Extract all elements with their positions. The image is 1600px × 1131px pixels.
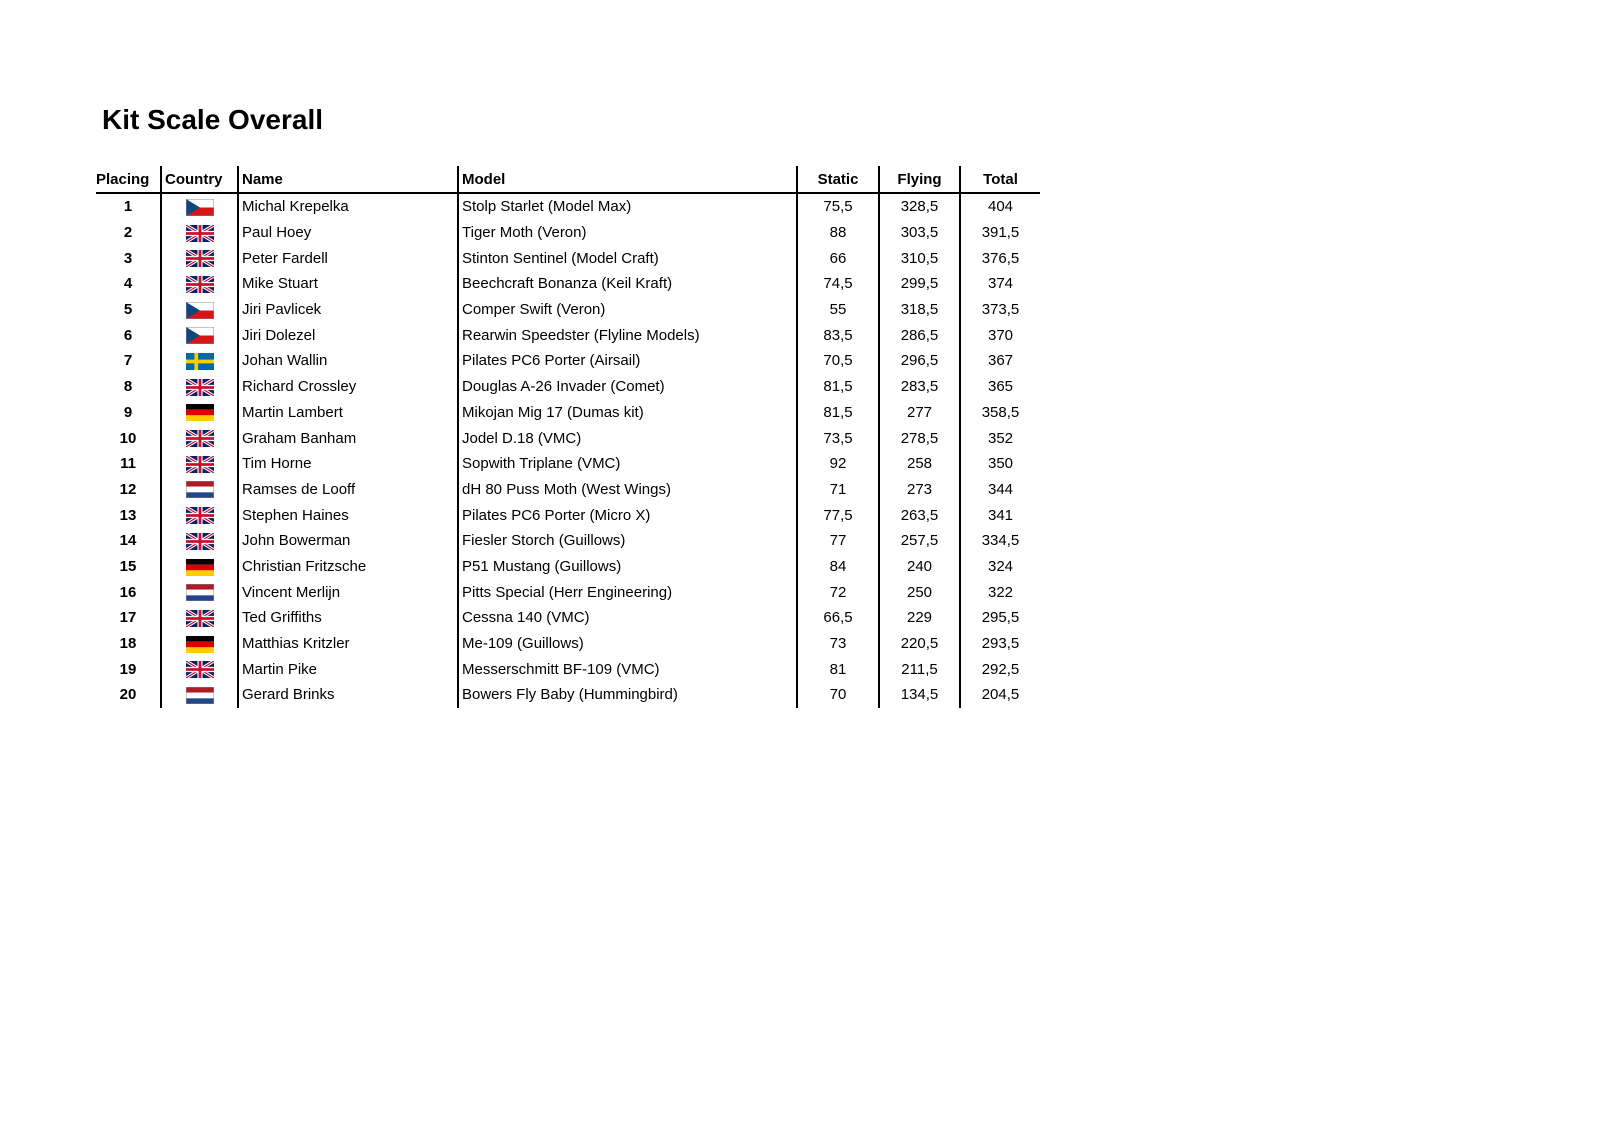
country-cell (161, 451, 238, 477)
name-cell: Johan Wallin (238, 348, 458, 374)
name-cell: John Bowerman (238, 528, 458, 554)
flying-cell: 273 (879, 477, 960, 503)
flying-cell: 240 (879, 554, 960, 580)
total-cell: 352 (960, 425, 1040, 451)
name-cell: Martin Lambert (238, 400, 458, 426)
flying-cell: 310,5 (879, 245, 960, 271)
page-title: Kit Scale Overall (102, 104, 324, 135)
total-cell: 341 (960, 502, 1040, 528)
de-flag-icon (186, 559, 214, 576)
placing-cell: 6 (123, 326, 133, 344)
name-cell: Christian Fritzsche (238, 554, 458, 580)
header-name: Name (238, 166, 458, 193)
uk-flag-icon (186, 250, 214, 267)
static-cell: 72 (797, 579, 879, 605)
table-row (96, 554, 1040, 580)
nl-flag-icon (186, 584, 214, 601)
country-cell (161, 245, 238, 271)
country-cell (161, 400, 238, 426)
country-cell (161, 348, 238, 374)
placing-cell: 18 (119, 635, 137, 653)
total-cell: 404 (960, 193, 1040, 220)
cz-flag-icon (186, 327, 214, 344)
name-cell: Graham Banham (238, 425, 458, 451)
model-cell: Rearwin Speedster (Flyline Models) (458, 322, 797, 348)
model-cell: Jodel D.18 (VMC) (458, 425, 797, 451)
uk-flag-icon (186, 430, 214, 447)
uk-flag-icon (186, 533, 214, 550)
model-cell: Pitts Special (Herr Engineering) (458, 579, 797, 605)
country-cell (161, 579, 238, 605)
placing-cell: 10 (119, 429, 137, 447)
header-country: Country (161, 166, 238, 193)
placing-cell: 7 (123, 352, 133, 370)
static-cell: 92 (797, 451, 879, 477)
country-cell (161, 682, 238, 708)
name-cell: Matthias Kritzler (238, 631, 458, 657)
table-row (96, 631, 1040, 657)
static-cell: 71 (797, 477, 879, 503)
static-cell: 73 (797, 631, 879, 657)
placing-cell: 20 (119, 686, 137, 704)
nl-flag-icon (186, 687, 214, 704)
name-cell: Jiri Dolezel (238, 322, 458, 348)
flying-cell: 211,5 (879, 656, 960, 682)
static-cell: 81,5 (797, 374, 879, 400)
total-cell: 374 (960, 271, 1040, 297)
model-cell: Cessna 140 (VMC) (458, 605, 797, 631)
table-row (96, 656, 1040, 682)
model-cell: Douglas A-26 Invader (Comet) (458, 374, 797, 400)
model-cell: Messerschmitt BF-109 (VMC) (458, 656, 797, 682)
country-cell (161, 631, 238, 657)
flying-cell: 257,5 (879, 528, 960, 554)
placing-cell: 12 (119, 480, 137, 498)
static-cell: 77 (797, 528, 879, 554)
name-cell: Gerard Brinks (238, 682, 458, 708)
static-cell: 84 (797, 554, 879, 580)
name-cell: Paul Hoey (238, 220, 458, 246)
header-static: Static (797, 166, 879, 193)
flying-cell: 286,5 (879, 322, 960, 348)
flying-cell: 303,5 (879, 220, 960, 246)
model-cell: Stolp Starlet (Model Max) (458, 193, 797, 220)
static-cell: 66 (797, 245, 879, 271)
table-row (96, 605, 1040, 631)
total-cell: 324 (960, 554, 1040, 580)
country-cell (161, 322, 238, 348)
static-cell: 83,5 (797, 322, 879, 348)
flying-cell: 263,5 (879, 502, 960, 528)
name-cell: Mike Stuart (238, 271, 458, 297)
total-cell: 295,5 (960, 605, 1040, 631)
uk-flag-icon (186, 456, 214, 473)
table-row (96, 297, 1040, 323)
name-cell: Jiri Pavlicek (238, 297, 458, 323)
flying-cell: 296,5 (879, 348, 960, 374)
placing-cell: 1 (123, 198, 133, 216)
model-cell: Beechcraft Bonanza (Keil Kraft) (458, 271, 797, 297)
total-cell: 373,5 (960, 297, 1040, 323)
table-row (96, 322, 1040, 348)
name-cell: Vincent Merlijn (238, 579, 458, 605)
table-row (96, 348, 1040, 374)
table-row (96, 579, 1040, 605)
placing-cell: 15 (119, 557, 137, 575)
country-cell (161, 528, 238, 554)
de-flag-icon (186, 404, 214, 421)
model-cell: Sopwith Triplane (VMC) (458, 451, 797, 477)
placing-cell: 2 (123, 224, 133, 242)
table-row (96, 477, 1040, 503)
total-cell: 367 (960, 348, 1040, 374)
total-cell: 350 (960, 451, 1040, 477)
name-cell: Michal Krepelka (238, 193, 458, 220)
table-row (96, 245, 1040, 271)
cz-flag-icon (186, 199, 214, 216)
se-flag-icon (186, 353, 214, 370)
total-cell: 292,5 (960, 656, 1040, 682)
table-row (96, 682, 1040, 708)
placing-cell: 8 (123, 378, 133, 396)
placing-cell: 3 (123, 249, 133, 267)
results-table (96, 166, 1040, 708)
total-cell: 370 (960, 322, 1040, 348)
static-cell: 70 (797, 682, 879, 708)
flying-cell: 328,5 (879, 193, 960, 220)
uk-flag-icon (186, 379, 214, 396)
model-cell: Fiesler Storch (Guillows) (458, 528, 797, 554)
flying-cell: 258 (879, 451, 960, 477)
flying-cell: 229 (879, 605, 960, 631)
country-cell (161, 477, 238, 503)
name-cell: Ramses de Looff (238, 477, 458, 503)
placing-cell: 9 (123, 403, 133, 421)
table-row (96, 220, 1040, 246)
header-flying: Flying (879, 166, 960, 193)
static-cell: 55 (797, 297, 879, 323)
cz-flag-icon (186, 302, 214, 319)
static-cell: 88 (797, 220, 879, 246)
placing-cell: 17 (119, 609, 137, 627)
placing-cell: 19 (119, 660, 137, 678)
model-cell: Bowers Fly Baby (Hummingbird) (458, 682, 797, 708)
total-cell: 322 (960, 579, 1040, 605)
table-row (96, 451, 1040, 477)
flying-cell: 318,5 (879, 297, 960, 323)
table-row (96, 271, 1040, 297)
results-body (96, 193, 1040, 708)
static-cell: 73,5 (797, 425, 879, 451)
country-cell (161, 605, 238, 631)
static-cell: 70,5 (797, 348, 879, 374)
model-cell: Stinton Sentinel (Model Craft) (458, 245, 797, 271)
name-cell: Richard Crossley (238, 374, 458, 400)
flying-cell: 278,5 (879, 425, 960, 451)
total-cell: 334,5 (960, 528, 1040, 554)
table-row (96, 374, 1040, 400)
header-placing: Placing (96, 166, 161, 193)
flying-cell: 250 (879, 579, 960, 605)
model-cell: Me-109 (Guillows) (458, 631, 797, 657)
placing-cell: 13 (119, 506, 137, 524)
total-cell: 391,5 (960, 220, 1040, 246)
model-cell: P51 Mustang (Guillows) (458, 554, 797, 580)
name-cell: Ted Griffiths (238, 605, 458, 631)
uk-flag-icon (186, 610, 214, 627)
country-cell (161, 374, 238, 400)
country-cell (161, 220, 238, 246)
placing-cell: 11 (120, 455, 136, 473)
model-cell: Mikojan Mig 17 (Dumas kit) (458, 400, 797, 426)
table-row (96, 502, 1040, 528)
total-cell: 344 (960, 477, 1040, 503)
flying-cell: 134,5 (879, 682, 960, 708)
model-cell: Comper Swift (Veron) (458, 297, 797, 323)
static-cell: 81,5 (797, 400, 879, 426)
uk-flag-icon (186, 661, 214, 678)
static-cell: 74,5 (797, 271, 879, 297)
static-cell: 77,5 (797, 502, 879, 528)
table-row (96, 400, 1040, 426)
uk-flag-icon (186, 276, 214, 293)
nl-flag-icon (186, 481, 214, 498)
static-cell: 75,5 (797, 193, 879, 220)
placing-cell: 5 (123, 301, 133, 319)
header-model: Model (458, 166, 797, 193)
name-cell: Peter Fardell (238, 245, 458, 271)
model-cell: Tiger Moth (Veron) (458, 220, 797, 246)
placing-cell: 14 (119, 532, 137, 550)
placing-cell: 16 (119, 583, 137, 601)
model-cell: Pilates PC6 Porter (Airsail) (458, 348, 797, 374)
name-cell: Martin Pike (238, 656, 458, 682)
country-cell (161, 297, 238, 323)
name-cell: Tim Horne (238, 451, 458, 477)
static-cell: 81 (797, 656, 879, 682)
country-cell (161, 502, 238, 528)
header-row (96, 166, 1040, 193)
model-cell: dH 80 Puss Moth (West Wings) (458, 477, 797, 503)
flying-cell: 220,5 (879, 631, 960, 657)
total-cell: 365 (960, 374, 1040, 400)
total-cell: 376,5 (960, 245, 1040, 271)
placing-cell: 4 (123, 275, 133, 293)
flying-cell: 299,5 (879, 271, 960, 297)
table-row (96, 425, 1040, 451)
uk-flag-icon (186, 225, 214, 242)
country-cell (161, 425, 238, 451)
header-total: Total (960, 166, 1040, 193)
country-cell (161, 554, 238, 580)
flying-cell: 277 (879, 400, 960, 426)
table-row (96, 528, 1040, 554)
de-flag-icon (186, 636, 214, 653)
total-cell: 204,5 (960, 682, 1040, 708)
static-cell: 66,5 (797, 605, 879, 631)
country-cell (161, 656, 238, 682)
flying-cell: 283,5 (879, 374, 960, 400)
total-cell: 293,5 (960, 631, 1040, 657)
total-cell: 358,5 (960, 400, 1040, 426)
country-cell (161, 271, 238, 297)
uk-flag-icon (186, 507, 214, 524)
table-row (96, 193, 1040, 220)
model-cell: Pilates PC6 Porter (Micro X) (458, 502, 797, 528)
country-cell (161, 193, 238, 220)
name-cell: Stephen Haines (238, 502, 458, 528)
